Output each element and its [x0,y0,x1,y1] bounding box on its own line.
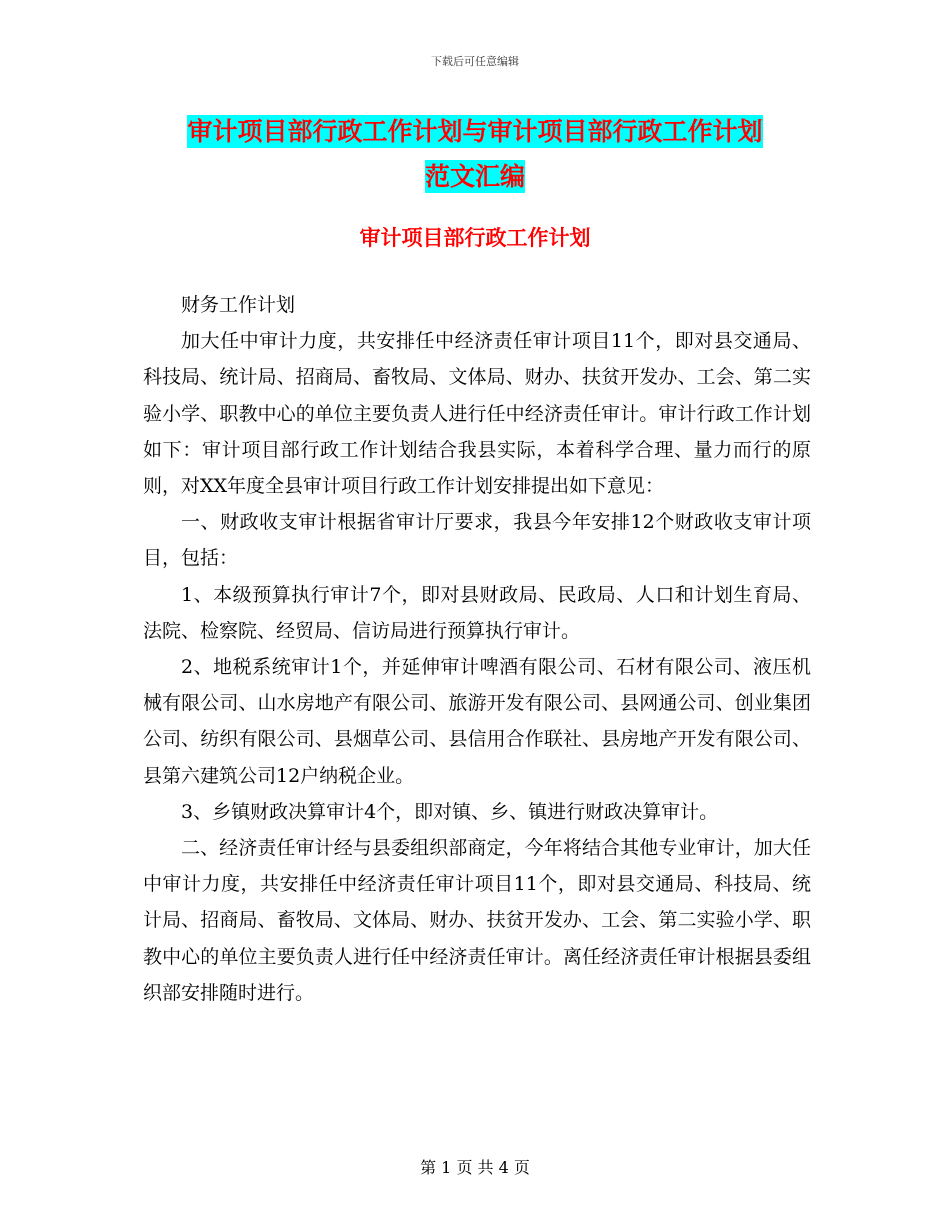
paragraph: 一、财政收支审计根据省审计厅要求，我县今年安排12个财政收支审计项目，包括： [143,511,811,570]
document-title-continued [0,157,950,193]
paragraph: 1、本级预算执行审计7个，即对县财政局、民政局、人口和计划生育局、法院、检察院、经贸局、信访局进行预算执行审计。 [143,583,811,642]
document-title-line2: 范文汇编 [424,162,525,191]
document-title [0,112,950,148]
paragraph: 3、乡镇财政决算审计4个，即对镇、乡、镇进行财政决算审计。 [181,800,719,823]
page-number-footer: 第 1 页 共 4 页 [420,1158,530,1177]
paragraph: 加大任中审计力度，共安排任中经济责任审计项目11个，即对县交通局、科技局、统计局、招商局、畜牧局、文体局、财办、扶贫开发办、工会、第二实验小学、职教中心的单位主要负责人进行任中经济责任审计。审计行政工作计划如下：审计项目部行政工作计划结合我县实际，本着科学合理、量力而行的原则，对XX年度全县审计项目行政工作计划安排提出如下意见： [143,330,811,498]
paragraph: 2、地税系统审计1个，并延伸审计啤酒有限公司、石材有限公司、液压机械有限公司、山水房地产有限公司、旅游开发有限公司、县网通公司、创业集团公司、纺织有限公司、县烟草公司、县信用合作联社、县房地产开发有限公司、县第六建筑公司12户纳税企业。 [143,656,811,787]
section-heading: 审计项目部行政工作计划 [359,226,591,250]
document-title-line1: 审计项目部行政工作计划与审计项目部行政工作计划 [187,117,763,146]
paragraph: 财务工作计划 [181,294,296,316]
paragraph: 二、经济责任审计经与县委组织部商定，今年将结合其他专业审计，加大任中审计力度，共安排任中经济责任审计项目11个，即对县交通局、科技局、统计局、招商局、畜牧局、文体局、财办、扶贫开发办、工会、第二实验小学、职教中心的单位主要负责人进行任中经济责任审计。离任经济责任审计根据县委组织部安排随时进行。 [143,837,811,1004]
document-body [143,287,811,1011]
header-note: 下载后可任意编辑 [431,55,519,68]
